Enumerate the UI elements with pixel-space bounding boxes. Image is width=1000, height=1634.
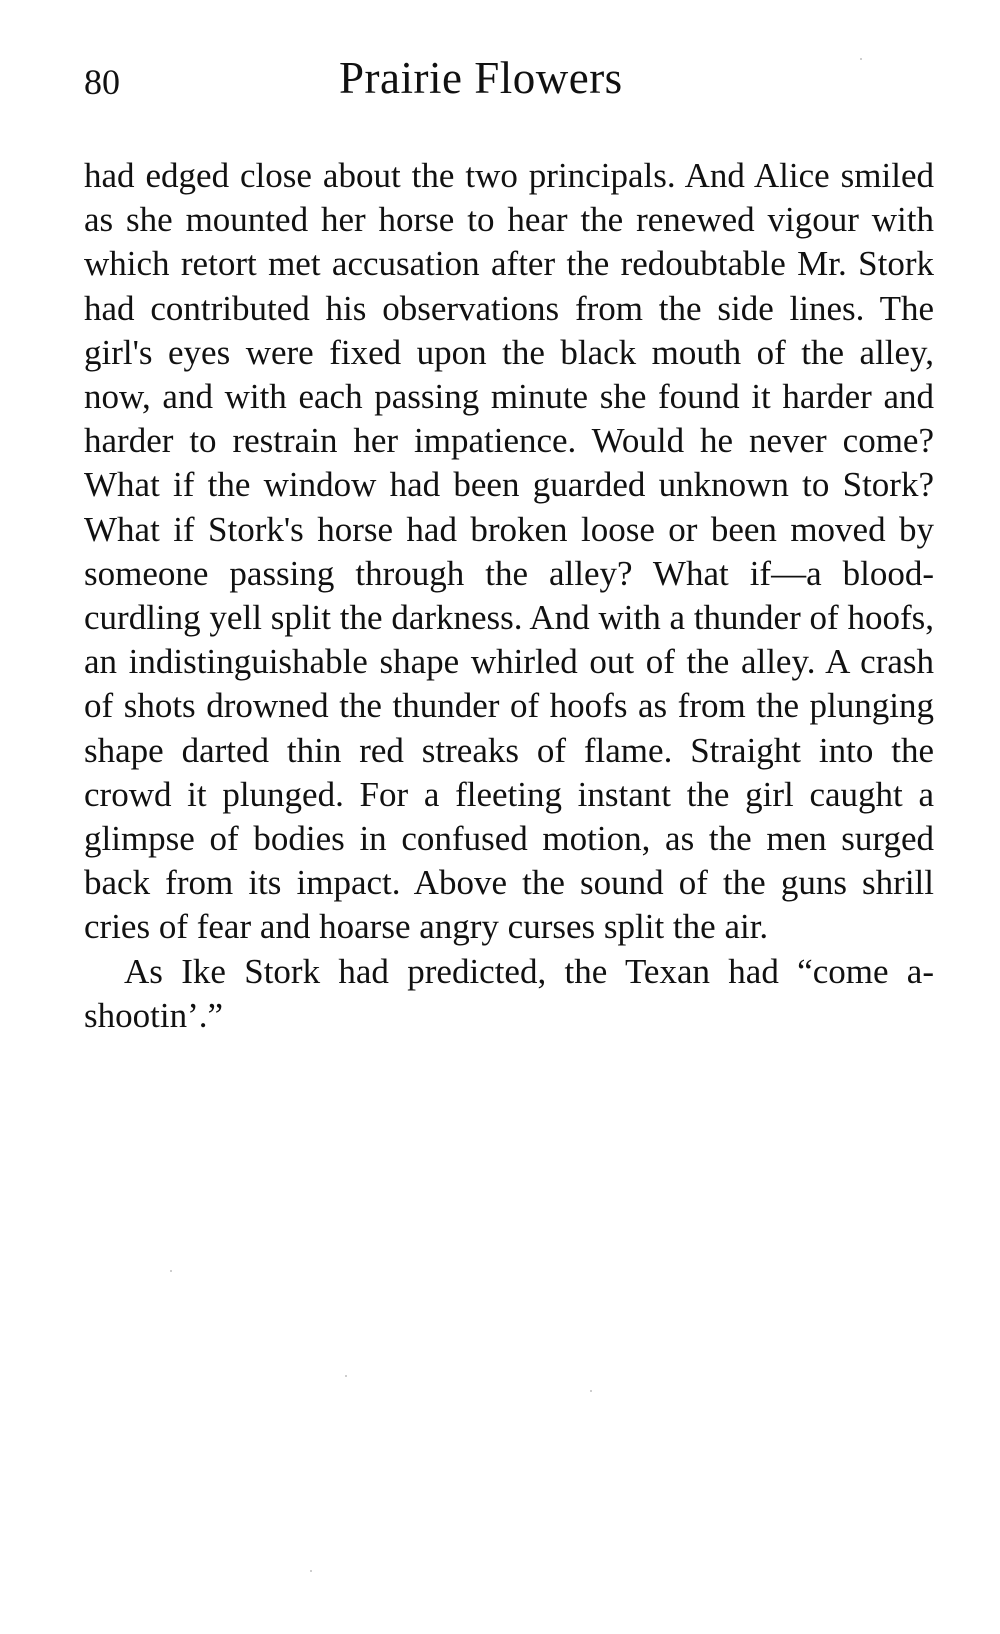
- paper-speck: [345, 1375, 347, 1377]
- paper-speck: [860, 58, 862, 60]
- paragraph-closing: As Ike Stork had predicted, the Texan had “come a-shootin’.”: [84, 951, 934, 1035]
- paragraph-continued: had edged close about the two principals. And Alice smiled as she mounted her horse to hear the renewed vigour with which retort met accusation after the redoubtable Mr. Stork had contributed his observations from the side lines. The girl's eyes were fixed upon the black mouth of the alley, now, and with each passing minute she found it harder and harder to restrain her impatience. Would he never come? What if the window had been guarded unknown to Stork? What if Stork's horse had broken loose or been moved by someone passing through the alley? What if—a blood-curdling yell split the darkness. And with a thunder of hoofs, an indistinguishable shape whirled out of the alley. A crash of shots drowned the thunder of hoofs as from the plunging shape darted thin red streaks of flame. Straight into the crowd it plunged. For a fleeting instant the girl caught a glimpse of bodies in confused motion, as the men surged back from its impact. Above the sound of the guns shrill cries of fear and hoarse angry curses split the air.: [84, 156, 934, 947]
- paper-speck: [310, 1570, 312, 1572]
- paper-speck: [170, 1270, 172, 1272]
- body-text: [84, 154, 934, 1038]
- paper-speck: [590, 1390, 592, 1392]
- running-head: [84, 48, 934, 108]
- book-title: Prairie Flowers: [339, 53, 623, 103]
- page-number: 80: [84, 62, 120, 102]
